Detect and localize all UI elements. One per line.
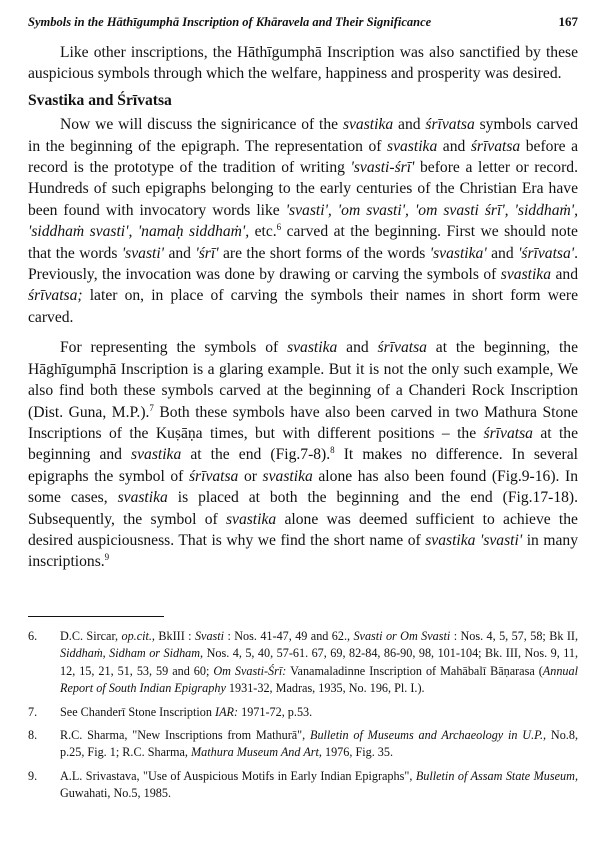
italic-term: svastika bbox=[117, 489, 168, 507]
italic-term: svastika bbox=[500, 266, 552, 284]
text-run: in many inscriptions. bbox=[28, 531, 578, 571]
text-run: before a record is the prototype of the tradition of writing bbox=[28, 137, 579, 177]
italic-term: Svasti or Om Svasti bbox=[353, 629, 451, 643]
italic-term: Siddhaṁ, Sidham or Sidham, bbox=[60, 646, 204, 661]
italic-term: Svasti bbox=[194, 629, 225, 643]
footnote-ref: 9 bbox=[104, 552, 110, 563]
footnote-text bbox=[60, 628, 578, 698]
text-run: A.L. Srivastava, "Use of Auspicious Motifs in Early Indian Epigraphs", bbox=[60, 768, 416, 783]
italic-term: 'svastika' bbox=[429, 244, 487, 262]
text-run: are the short forms of the words bbox=[218, 244, 430, 262]
text-run: . Previously, the invocation was done by drawing or carving the symbols of bbox=[28, 244, 579, 284]
italic-term: śrīvatsa; bbox=[28, 287, 83, 305]
footnote-text bbox=[60, 768, 578, 803]
italic-term: 'svasti' bbox=[121, 244, 165, 262]
text-run: 1971-72, p.53. bbox=[238, 704, 313, 719]
text-run: 1931-32, Madras, 1935, No. 196, Pl. I.). bbox=[225, 681, 425, 696]
italic-term: svastika bbox=[287, 339, 338, 357]
italic-term: op.cit., bbox=[121, 629, 155, 643]
text-run: and bbox=[437, 137, 471, 155]
footnote-text bbox=[60, 704, 578, 721]
text-run: or bbox=[238, 467, 263, 485]
italic-term: Bulletin of Assam State Museum, bbox=[415, 768, 578, 783]
italic-term: Bulletin of Museums and Archaeology in U.P., bbox=[310, 728, 547, 743]
text-run: No.8, p.25, Fig. 1; R.C. Sharma, bbox=[60, 728, 578, 760]
italic-term: Om Svasti-Śrī: bbox=[213, 663, 287, 678]
text-run: Now we will discuss the signiricance of the bbox=[60, 116, 343, 134]
footnote-ref: 6 bbox=[276, 222, 282, 233]
text-run: R.C. Sharma, "New Inscriptions from Mathurā", bbox=[60, 728, 310, 743]
text-run: and bbox=[393, 116, 426, 134]
text-run: Nos. 4, 5, 40, 57-61. 67, 69, 82-84, 86-90, 98, 101-104; Bk. III, Nos. 9, 11, 12, 15, 21, 51, 53, 59 and 60; bbox=[60, 646, 578, 678]
italic-term: svastika bbox=[225, 510, 277, 528]
footnote-7 bbox=[28, 704, 578, 721]
footnotes bbox=[28, 628, 578, 809]
text-run: BkIII : bbox=[154, 629, 195, 643]
text-run: Both these symbols have also been carved in two Mathura Stone Inscriptions of the Kuṣāṇa times, but with different positions – the bbox=[28, 403, 578, 442]
section-heading: Svastika and Śrīvatsa bbox=[28, 91, 172, 109]
text-run: : Nos. 41-47, 49 and 62., bbox=[224, 629, 354, 643]
text-run: D.C. Sircar, bbox=[60, 629, 122, 643]
text-run: Guwahati, No.5, 1985. bbox=[60, 786, 172, 801]
italic-term: svastika bbox=[387, 137, 438, 155]
footnote-8 bbox=[28, 727, 578, 762]
footnote-ref: 8 bbox=[330, 445, 335, 456]
footnote-divider bbox=[28, 616, 164, 617]
text-run: : Nos. 4, 5, 57, 58; Bk II, bbox=[450, 629, 578, 643]
footnote-9 bbox=[28, 768, 578, 803]
text-run: 1976, Fig. 35. bbox=[321, 745, 394, 760]
italic-term: Annual Report of South Indian Epigraphy bbox=[60, 663, 578, 696]
text-run: at the beginning and bbox=[28, 424, 579, 464]
italic-term: śrīvatsa bbox=[377, 339, 427, 357]
footnote-text bbox=[60, 727, 578, 762]
italic-term: śrīvatsa bbox=[425, 116, 475, 134]
italic-term: 'śrīvatsa' bbox=[518, 244, 575, 262]
italic-term: 'śrī' bbox=[195, 244, 219, 262]
running-header bbox=[28, 14, 578, 32]
italic-term: svastika bbox=[262, 467, 313, 485]
text-run: etc. bbox=[249, 223, 277, 241]
text-run: See Chanderī Stone Inscription bbox=[60, 704, 216, 719]
text-run: at the end (Fig.7-8). bbox=[181, 446, 331, 464]
italic-term: śrīvatsa bbox=[188, 467, 239, 485]
footnote-number: 9. bbox=[28, 768, 38, 783]
intro-paragraph: Like other inscriptions, the Hāthīgumphā Inscription was also sanctified by these auspicious symbols through which the welfare, happiness and prosperity was desired. bbox=[28, 44, 578, 83]
footnote-6 bbox=[28, 628, 578, 698]
footnote-ref: 7 bbox=[149, 402, 154, 413]
italic-term: svastika bbox=[131, 446, 182, 464]
footnote-number: 6. bbox=[28, 629, 38, 643]
main-text bbox=[28, 42, 578, 573]
text-run: and bbox=[551, 266, 578, 284]
italic-term: IAR: bbox=[215, 704, 239, 719]
footnote-number: 7. bbox=[28, 704, 38, 719]
paragraph-svastika-srivatsa bbox=[28, 114, 578, 328]
text-run: alone was deemed sufficient to achieve the desired auspiciousness. That is why we find the short name of bbox=[28, 510, 578, 549]
text-run: later on, in place of carving the symbols their names in short form were carved. bbox=[28, 287, 578, 326]
italic-term: śrīvatsa bbox=[470, 137, 521, 155]
text-run: and bbox=[164, 244, 196, 262]
text-run: Vanamaladinne Inscription of Mahābalī Bāṇarasa ( bbox=[286, 663, 543, 678]
footnote-number: 8. bbox=[28, 728, 38, 743]
italic-term: svastika 'svasti' bbox=[425, 531, 523, 549]
text-run: For representing the symbols of bbox=[60, 339, 288, 357]
italic-term: 'svasti-śrī' bbox=[350, 159, 415, 177]
italic-term: śrīvatsa bbox=[483, 424, 533, 442]
italic-term: 'svasti', 'om svasti', 'om svasti śrī', 'siddhaṁ', 'siddhaṁ svasti', 'namaḥ siddhaṁ', bbox=[28, 201, 578, 241]
text-run: and bbox=[486, 244, 519, 262]
text-run: alone has also been found (Fig.9-16). In some cases, bbox=[28, 467, 578, 507]
text-run: carved at the beginning. First we should note that the words bbox=[28, 223, 578, 262]
text-run: at the beginning, the Hāghīgumphā Inscription is a glaring example. But it is not the only such example, We also find both these symbols carved at the beginning of a Chanderi Rock Inscription (Dist. Guna, M.P.). bbox=[28, 339, 578, 421]
page-number: 167 bbox=[558, 14, 578, 29]
text-run: symbols carved in the beginning of the epigraph. The representation of bbox=[28, 116, 578, 155]
italic-term: svastika bbox=[342, 116, 394, 134]
text-run: before a letter or record. Hundreds of such epigraphs belonging to the early centuries of the Christian Era have been found with invocatory words like bbox=[28, 159, 578, 219]
text-run: and bbox=[337, 339, 378, 357]
text-run: It makes no difference. In several epigraphs the symbol of bbox=[28, 446, 578, 485]
italic-term: Mathura Museum And Art, bbox=[191, 745, 322, 760]
text-run: is placed at both the beginning and the end (Fig.17-18). Subsequently, the symbol of bbox=[28, 489, 579, 528]
paragraph-representation bbox=[28, 337, 578, 572]
running-title: Symbols in the Hāthīgumphā Inscription of Khāravela and Their Significance bbox=[28, 15, 432, 29]
